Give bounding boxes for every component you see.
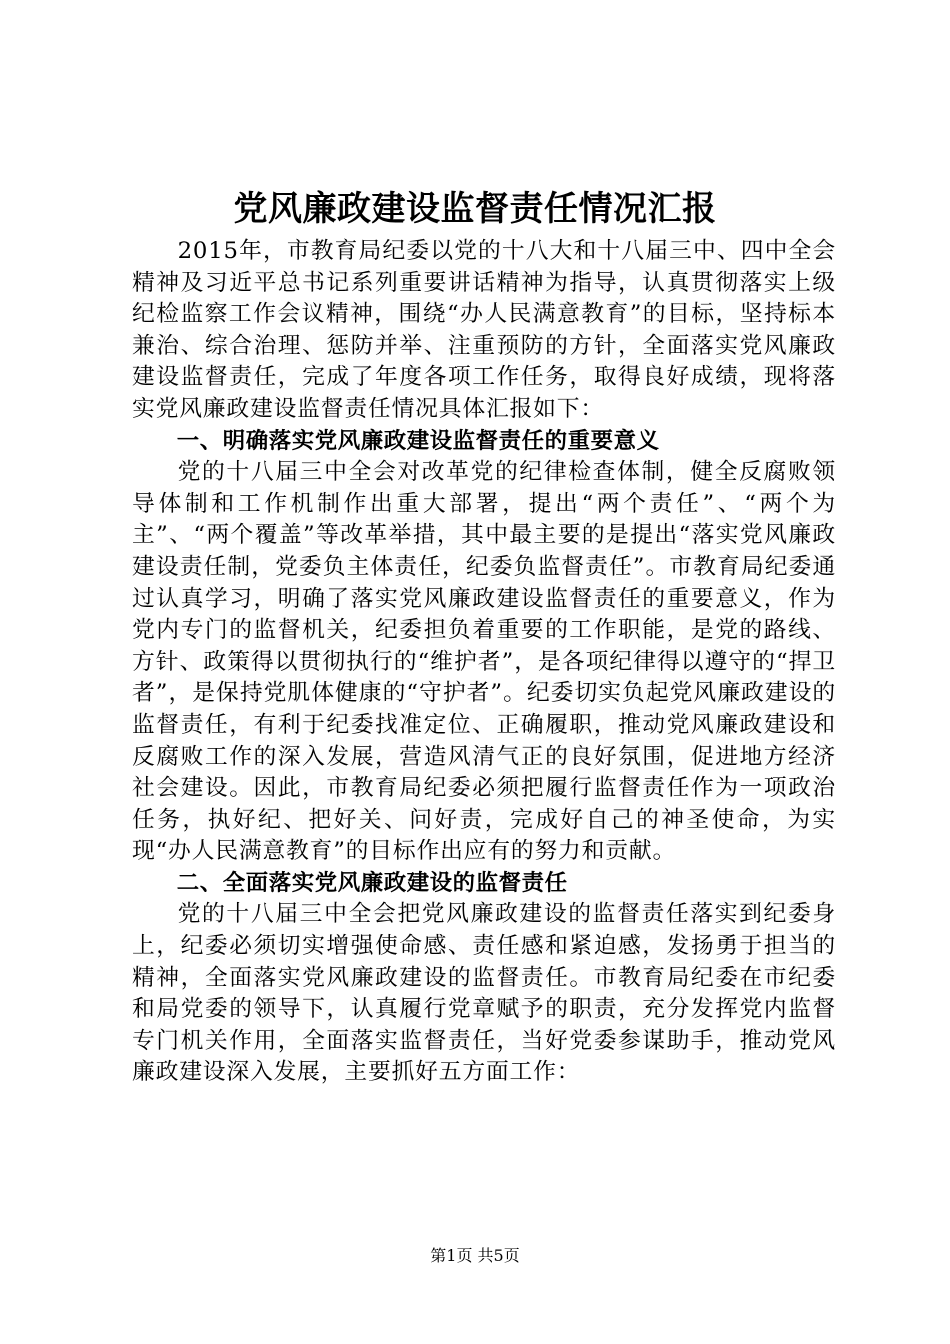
section-2-paragraph: 党的十八届三中全会把党风廉政建设的监督责任落实到纪委身上，纪委必须切实增强使命感、责任感和紧迫感，发扬勇于担当的精神，全面落实党风廉政建设的监督责任。市教育局纪委在市纪委和局党委的领导下，认真履行党章赋予的职责，充分发挥党内监督专门机关作用，全面落实监督责任，当好党委参谋助手，推动党风廉政建设深入发展，主要抓好五方面工作： [132,901,836,1086]
section-1-paragraph: 党的十八届三中全会对改革党的纪律检查体制，健全反腐败领导体制和工作机制作出重大部署，提出“两个责任”、“两个为主”、“两个覆盖”等改革举措，其中最主要的是提出“落实党风廉政建设责任制，党委负主体责任，纪委负监督责任”。市教育局纪委通过认真学习，明确了落实党风廉政建设监督责任的重要意义，作为党内专门的监督机关，纪委担负着重要的工作职能，是党的路线、方针、政策得以贯彻执行的“维护者”，是各项纪律得以遵守的“捍卫者”，是保持党肌体健康的“守护者”。纪委切实负起党风廉政建设的监督责任，有利于纪委找准定位、正确履职，推动党风廉政建设和反腐败工作的深入发展，营造风清气正的良好氛围，促进地方经济社会建设。因此，市教育局纪委必须把履行监督责任作为一项政治任务，执好纪、把好关、问好责，完成好自己的神圣使命，为实现“办人民满意教育”的目标作出应有的努力和贡献。 [132,459,836,865]
page-number: 第1页 共5页 [430,1246,520,1265]
section-heading-2: 二、全面落实党风廉政建设的监督责任 [176,869,568,896]
document-body [132,236,836,1089]
document-title: 党风廉政建设监督责任情况汇报 [233,189,717,229]
intro-paragraph: 2015年，市教育局纪委以党的十八大和十八届三中、四中全会精神及习近平总书记系列重要讲话精神为指导，认真贯彻落实上级纪检监察工作会议精神，围绕“办人民满意教育”的目标，坚持标本兼治、综合治理、惩防并举、注重预防的方针，全面落实党风廉政建设监督责任，完成了年度各项工作任务，取得良好成绩，现将落实党风廉政建设监督责任情况具体汇报如下： [132,238,836,422]
section-heading-1: 一、明确落实党风廉政建设监督责任的重要意义 [176,427,660,454]
